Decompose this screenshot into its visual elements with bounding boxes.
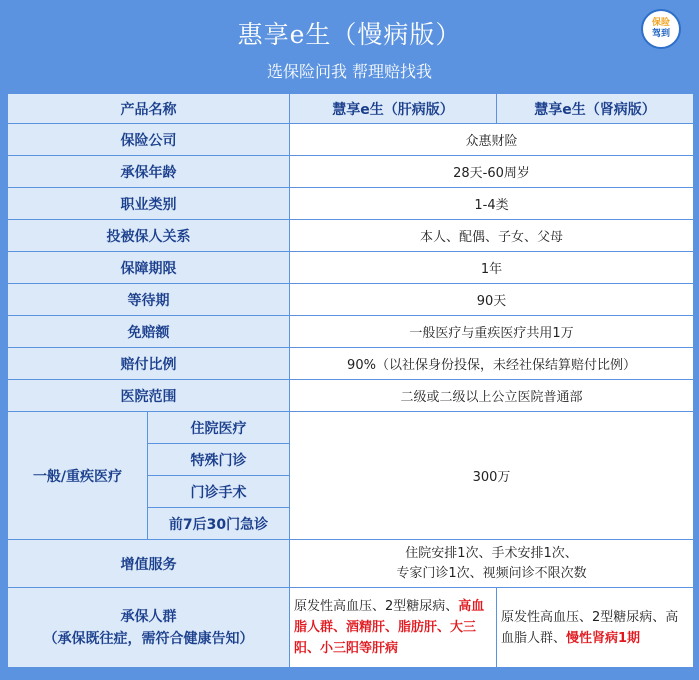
row-label-insurer: 保险公司 bbox=[8, 124, 290, 156]
table-row bbox=[8, 94, 694, 124]
table-row bbox=[8, 284, 694, 316]
occupation-value: 1-4类 bbox=[290, 188, 694, 220]
header-banner bbox=[1, 1, 698, 91]
table-row bbox=[8, 588, 694, 668]
table-row bbox=[8, 412, 694, 444]
brand-logo bbox=[641, 9, 681, 49]
table-row bbox=[8, 540, 694, 588]
insurer-value: 众惠财险 bbox=[290, 124, 694, 156]
row-label-insured bbox=[8, 588, 290, 668]
insured-kidney-highlight: 慢性肾病1期 bbox=[566, 630, 641, 646]
medical-item-special-outpatient: 特殊门诊 bbox=[148, 444, 290, 476]
table-row bbox=[8, 188, 694, 220]
logo-text-top: 保险 bbox=[651, 18, 670, 28]
product-liver-name: 慧享e生（肝病版） bbox=[290, 94, 497, 124]
services-line-1: 住院安排1次、手术安排1次、 bbox=[405, 545, 578, 561]
row-label-period: 保障期限 bbox=[8, 252, 290, 284]
insured-liver-plain: 原发性高血压、2型糖尿病、 bbox=[294, 599, 459, 614]
table-row bbox=[8, 316, 694, 348]
row-label-medical: 一般/重疾医疗 bbox=[8, 412, 148, 540]
table-row bbox=[8, 156, 694, 188]
medical-item-emergency: 前7后30门急诊 bbox=[148, 508, 290, 540]
table-row bbox=[8, 252, 694, 284]
table-row bbox=[8, 380, 694, 412]
relation-value: 本人、配偶、子女、父母 bbox=[290, 220, 694, 252]
medical-coverage-value: 300万 bbox=[290, 412, 694, 540]
table-row bbox=[8, 124, 694, 156]
waiting-value: 90天 bbox=[290, 284, 694, 316]
insured-kidney-value bbox=[497, 588, 694, 668]
services-line-2: 专家门诊1次、视频问诊不限次数 bbox=[396, 565, 587, 581]
services-value bbox=[290, 540, 694, 588]
page-subtitle: 选保险问我 帮理赔找我 bbox=[266, 62, 433, 81]
insured-liver-value bbox=[290, 588, 497, 668]
page-title: 惠享e生（慢病版） bbox=[237, 20, 462, 49]
deductible-value: 一般医疗与重疾医疗共用1万 bbox=[290, 316, 694, 348]
row-label-relation: 投被保人关系 bbox=[8, 220, 290, 252]
medical-item-outpatient-surgery: 门诊手术 bbox=[148, 476, 290, 508]
comparison-table bbox=[7, 93, 694, 668]
insured-label: 承保人群 bbox=[120, 608, 177, 625]
insured-label-note: （承保既往症，需符合健康告知） bbox=[43, 630, 254, 647]
logo-text-bottom: 驾到 bbox=[651, 29, 670, 39]
period-value: 1年 bbox=[290, 252, 694, 284]
hospital-value: 二级或二级以上公立医院普通部 bbox=[290, 380, 694, 412]
row-label-deductible: 免赔额 bbox=[8, 316, 290, 348]
table-row bbox=[8, 348, 694, 380]
product-kidney-name: 慧享e生（肾病版） bbox=[497, 94, 694, 124]
row-label-product-name: 产品名称 bbox=[8, 94, 290, 124]
table-row bbox=[8, 220, 694, 252]
medical-item-inpatient: 住院医疗 bbox=[148, 412, 290, 444]
insured-kidney-plain: 原发性高血压、2型糖尿病、高血脂人群、 bbox=[501, 609, 679, 646]
row-label-waiting: 等待期 bbox=[8, 284, 290, 316]
age-value: 28天-60周岁 bbox=[290, 156, 694, 188]
insured-liver-highlight: 高血脂人群、酒精肝、脂肪肝、大三阳、小三阳等肝病 bbox=[294, 599, 485, 656]
row-label-services: 增值服务 bbox=[8, 540, 290, 588]
row-label-ratio: 赔付比例 bbox=[8, 348, 290, 380]
ratio-value: 90%（以社保身份投保，未经社保结算赔付比例） bbox=[290, 348, 694, 380]
row-label-hospital: 医院范围 bbox=[8, 380, 290, 412]
row-label-occupation: 职业类别 bbox=[8, 188, 290, 220]
row-label-age: 承保年龄 bbox=[8, 156, 290, 188]
